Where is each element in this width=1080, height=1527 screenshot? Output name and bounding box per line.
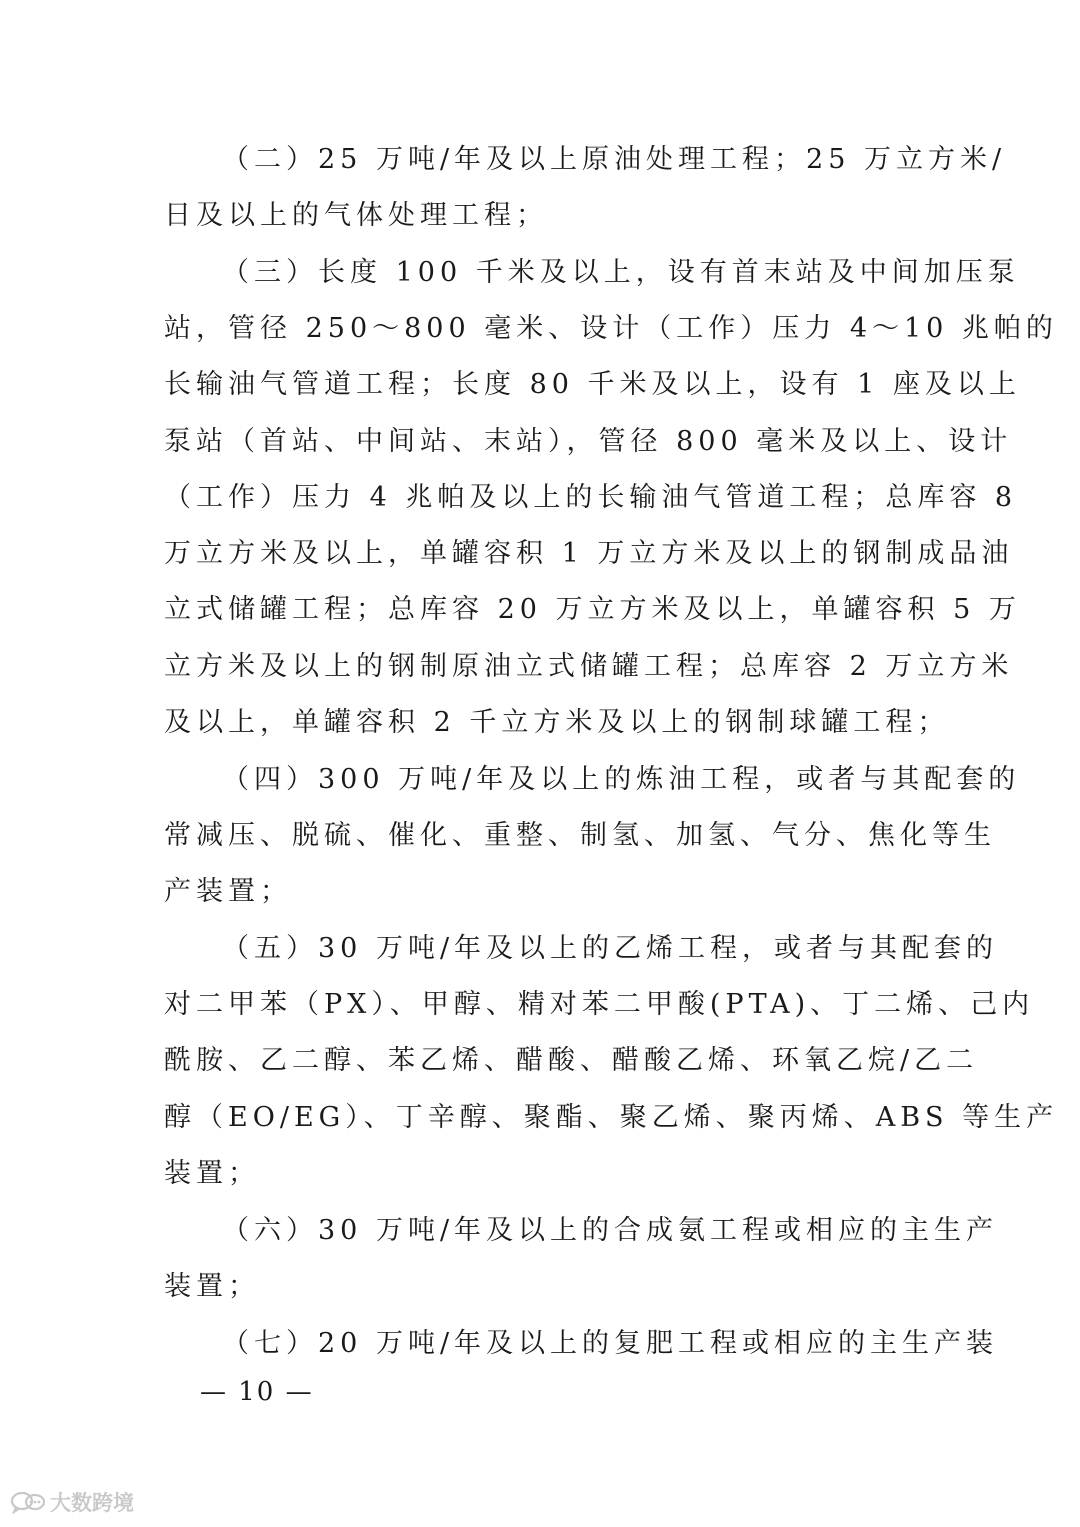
- text-line: 立方米及以上的钢制原油立式储罐工程；总库容 2 万立方米: [164, 651, 1014, 682]
- text-line: 装置；: [164, 1158, 260, 1189]
- text-line: 万立方米及以上，单罐容积 1 万立方米及以上的钢制成品油: [164, 538, 1014, 569]
- text-line: 产装置；: [164, 876, 292, 907]
- text-line: （五）30 万吨/年及以上的乙烯工程，或者与其配套的: [222, 933, 999, 964]
- text-line: （三）长度 100 千米及以上，设有首末站及中间加压泵: [222, 257, 1020, 288]
- text-line: 酰胺、乙二醇、苯乙烯、醋酸、醋酸乙烯、环氧乙烷/乙二: [164, 1045, 979, 1076]
- text-line: 醇（EO/EG）、丁辛醇、聚酯、聚乙烯、聚丙烯、ABS 等生产: [164, 1102, 1059, 1133]
- text-line: 长输油气管道工程；长度 80 千米及以上，设有 1 座及以上: [164, 369, 1021, 400]
- text-line: 及以上，单罐容积 2 千立方米及以上的钢制球罐工程；: [164, 707, 950, 738]
- text-line: （六）30 万吨/年及以上的合成氨工程或相应的主生产: [222, 1215, 999, 1246]
- text-line: 立式储罐工程；总库容 20 万立方米及以上，单罐容积 5 万: [164, 594, 1021, 625]
- text-line: 站，管径 250～800 毫米、设计（工作）压力 4～10 兆帕的: [164, 313, 1058, 344]
- watermark: [10, 1487, 134, 1517]
- text-line: 装置；: [164, 1271, 260, 1302]
- text-line: 常减压、脱硫、催化、重整、制氢、加氢、气分、焦化等生: [164, 820, 996, 851]
- text-line: （七）20 万吨/年及以上的复肥工程或相应的主生产装: [222, 1328, 999, 1359]
- text-line: 对二甲苯（PX）、甲醇、精对苯二甲酸(PTA)、丁二烯、己内: [164, 989, 1035, 1020]
- chat-bubble-logo-icon: [10, 1490, 46, 1514]
- text-line: （工作）压力 4 兆帕及以上的长输油气管道工程；总库容 8: [164, 482, 1018, 513]
- text-line: （四）300 万吨/年及以上的炼油工程，或者与其配套的: [222, 764, 1021, 795]
- text-line: （二）25 万吨/年及以上原油处理工程；25 万立方米/: [222, 144, 1007, 175]
- page-number: — 10 —: [200, 1377, 314, 1407]
- watermark-text: 大数跨境: [50, 1491, 134, 1515]
- text-line: 泵站（首站、中间站、末站），管径 800 毫米及以上、设计: [164, 426, 1013, 457]
- text-line: 日及以上的气体处理工程；: [164, 200, 548, 231]
